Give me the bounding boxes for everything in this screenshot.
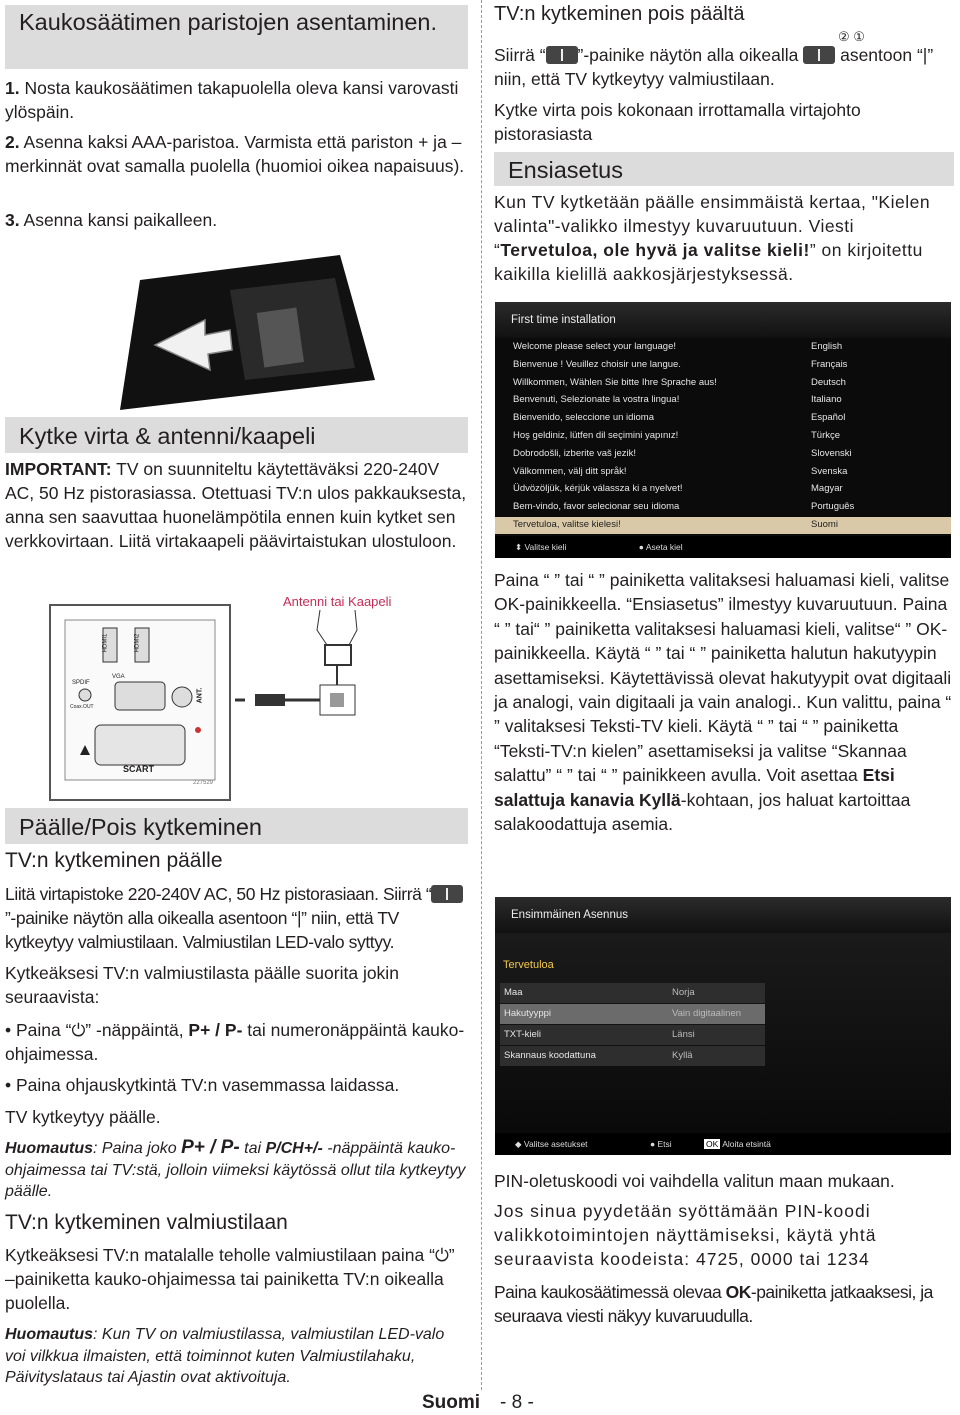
language-row[interactable] <box>495 517 951 534</box>
shot2-welcome: Tervetuloa <box>503 959 554 971</box>
footer-language: Suomi <box>422 1392 481 1413</box>
setting-label: Hakutyyppi <box>504 1008 551 1019</box>
power-switch-icon <box>546 46 578 64</box>
tv-on-paragraph-2: Kytkeäksesi TV:n valmiustilasta päälle suorita jokin seuraavista: <box>5 963 399 1007</box>
battery-step-1: 1. Nosta kaukosäätimen takapuolella oleva kansi varovasti ylöspäin. <box>5 78 459 122</box>
pin-paragraph-3: Paina kaukosäätimessä olevaa OK-painiketta jatkaaksesi, ja seuraava viesti näkyy kuvaruudulla. <box>494 1282 933 1326</box>
antenna-label: Antenni tai Kaapeli <box>283 594 392 609</box>
language-row[interactable] <box>495 375 951 392</box>
shot2-header: Ensimmäinen Asennus <box>495 897 951 933</box>
language-option: Magyar <box>811 483 843 495</box>
language-row[interactable] <box>495 357 951 374</box>
bullet-2: • Paina ohjauskytkintä TV:n vasemmassa laidassa. <box>5 1075 400 1095</box>
battery-section-title: Kaukosäätimen paristojen asentaminen. <box>5 5 468 69</box>
panel-code: 227529 <box>193 780 214 786</box>
language-option: Suomi <box>811 519 838 530</box>
language-selection-screenshot <box>495 302 951 558</box>
power-switch-icon <box>431 885 463 903</box>
language-option: Svenska <box>811 465 848 477</box>
shot2-footer: ◆ Valitse asetukset ● Etsi OK Aloita etsintä <box>495 1133 951 1155</box>
welcome-message: Tervetuloa, valitse kielesi! <box>513 519 621 530</box>
battery-step-3: 3. Asenna kansi paikalleen. <box>5 210 218 230</box>
language-row[interactable] <box>495 499 951 516</box>
language-option: Türkçe <box>811 430 841 441</box>
setting-label: Skannaus koodattuna <box>504 1050 596 1061</box>
power-section-title: Kytke virta & antenni/kaapeli <box>5 417 468 453</box>
setting-value: Norja <box>672 987 695 998</box>
welcome-message: Hoş geldiniz, lütfen dil seçimini yapınız! <box>513 430 679 441</box>
shot1-footer: ⬍ Valitse kieli ● Aseta kiel <box>495 536 951 558</box>
language-row[interactable] <box>495 428 951 445</box>
language-option: Slovenski <box>811 447 852 459</box>
setting-value: Kyllä <box>672 1050 693 1061</box>
welcome-message: Willkommen, Wählen Sie bitte Ihre Sprache aus! <box>513 376 717 388</box>
first-setup-title: Ensiasetus <box>494 152 954 186</box>
setting-value: Vain digitaalinen <box>672 1008 742 1019</box>
tv-on-result: TV kytkeytyy päälle. <box>5 1107 161 1127</box>
remote-battery-image <box>110 250 375 410</box>
language-option: Français <box>811 358 848 370</box>
welcome-message: Dobrodošli, izberite vaš jezik! <box>513 447 637 459</box>
language-row[interactable] <box>495 446 951 463</box>
setting-label: Maa <box>504 987 523 998</box>
setting-label: TXT-kieli <box>504 1029 541 1040</box>
pin-paragraph-1: PIN-oletuskoodi voi vaihdella valitun maan mukaan. <box>494 1171 895 1191</box>
note-2: Huomautus: Kun TV on valmiustilassa, valmiustilan LED-valo voi vilkkua ilmaisten, että toiminnot kuten Valmiustilahaku, Päivityslataus tai Ajastin ovat aktivoituja. <box>5 1326 445 1386</box>
setting-row[interactable] <box>500 1025 765 1045</box>
first-setup-paragraph: Kun TV kytketään päälle ensimmäistä kertaa, "Kielen valinta"-valikko ilmestyy kuvaruutuun. Viesti “Tervetuloa, ole hyvä ja valitse kieli!” on kirjoitettu kaikilla kielillä aakkosjärjestyksessä. <box>494 192 931 284</box>
setting-row[interactable] <box>500 1004 765 1024</box>
welcome-message: Welcome please select your language! <box>513 341 677 352</box>
bullet-1: • Paina “⏻” -näppäintä, P+ / P- tai numeronäppäintä kauko-ohjaimessa. <box>5 1020 465 1064</box>
important-note: IMPORTANT: TV on suunniteltu käytettäväksi 220-240V AC, 50 Hz pistorasiassa. Otettuasi TV:n ulos pakkauksesta, anna sen saavuttaa huonelämpötila ennen kuin kytket sen verkkovirtaan. Liitä virtakaapeli päävirtaistukan ulostuloon. <box>5 459 467 551</box>
pin-paragraph-2: Jos sinua pyydetään syöttämään PIN-koodi valikkotoimintojen näyttämiseksi, käytä yhtä seuraavista koodeista: 4725, 0000 tai 1234 <box>494 1201 877 1269</box>
language-option: Italiano <box>811 394 842 406</box>
page-number: - 8 - <box>500 1392 534 1413</box>
setting-value: Länsi <box>672 1029 695 1040</box>
setup-instructions-paragraph: Paina “ ” tai “ ” painiketta valitaksesi haluamasi kieli, valitse OK-painikkeella. “Ensiasetus” ilmestyy kuvaruutuun. Paina “ ” tai“ ” painiketta valitaksesi haluamasi kieli, valitse“ ” OK-painikkeella. Käytä “ ” tai “ ” painiketta halutun hakutyypin asettamiseksi. Käytettävissä olevat hakutyypit ovat digitaali ja analogi, vain digitaali ja vain analogi.. Kun valittu, paina “ ” valitaksesi Teksti-TV kieli. Käytä “ ” tai “ ” painiketta “Teksti-TV:n kielen” asettamiseksi ja valitse “Skannaa salattu” “ ” tai “ ” painikkeen avulla. Voit asettaa Etsi salattuja kanavia Kyllä-kohtaan, jos haluat kartoittaa salakoodattuja asemia. <box>494 570 952 835</box>
tv-off-paragraph-2: Kytke virta pois kokonaan irrottamalla virtajohto pistorasiasta <box>494 100 861 144</box>
language-row[interactable] <box>495 339 951 356</box>
welcome-message: Benvenuti, Selezionate la vostra lingua! <box>513 394 680 406</box>
tv-on-paragraph: Liitä virtapistoke 220-240V AC, 50 Hz pistorasiaan. Siirrä “”-painike näytön alla oikealla asentoon “|” niin, että TV kytkeytyy valmiustilaan. Valmiustilan LED-valo syttyy. <box>5 882 467 954</box>
welcome-message: Bienvenido, seleccione un idioma <box>513 412 655 424</box>
power-switch-icon <box>803 46 835 64</box>
language-row[interactable] <box>495 410 951 427</box>
language-option: English <box>811 341 843 352</box>
vga-label: VGA <box>112 674 125 680</box>
spdif-label: SPDIF <box>72 680 90 686</box>
connector-panel-diagram <box>45 590 425 810</box>
onoff-section-title: Päälle/Pois kytkeminen <box>5 808 468 844</box>
language-option: Português <box>811 501 855 513</box>
column-divider <box>481 0 483 1390</box>
tv-off-paragraph: Siirrä “ ”-painike näytön alla oikealla asentoon “|” niin, että TV kytkeytyy valmiustilaan. <box>494 45 934 89</box>
language-option: Deutsch <box>811 376 846 388</box>
power-icon: ⏻ <box>434 1245 449 1265</box>
note-1: Huomautus: Paina joko P+ / P- tai P/CH+/- -näppäintä kauko-ohjaimessa tai TV:stä, jolloin viimeksi käytössä ollut tila kytkeytyy päälle. <box>5 1137 466 1200</box>
language-row[interactable] <box>495 481 951 498</box>
scart-label: SCART <box>123 764 154 774</box>
battery-step-2: 2. Asenna kaksi AAA-paristoa. Varmista että pariston + ja – merkinnät ovat samalla puolella (huomioi oikea napaisuus). <box>5 132 465 176</box>
tv-standby-subtitle: TV:n kytkeminen valmiustilaan <box>5 1211 288 1234</box>
setting-row[interactable] <box>500 983 765 1003</box>
welcome-message: Bienvenue ! Veuillez choisir une langue. <box>513 358 681 370</box>
language-row[interactable] <box>495 464 951 481</box>
welcome-message: Välkommen, välj ditt språk! <box>513 465 627 477</box>
hdmi2-label: HDMI2 <box>134 633 141 653</box>
tv-off-subtitle: TV:n kytkeminen pois päältä <box>494 3 745 25</box>
shot1-header: First time installation <box>495 302 951 338</box>
tv-on-subtitle: TV:n kytkeminen päälle <box>5 849 223 872</box>
ant-label: ANT. <box>196 687 204 704</box>
coax-label: Coax.OUT <box>70 704 94 710</box>
first-installation-screenshot <box>495 897 951 1155</box>
hdmi1-label: HDMI1 <box>102 633 109 653</box>
welcome-message: Bem-vindo, favor selecionar seu idioma <box>513 501 680 513</box>
language-option: Español <box>811 412 846 424</box>
tv-standby-paragraph: Kytkeäksesi TV:n matalalle teholle valmiustilaan paina “⏻” –painiketta kauko-ohjaimessa tai painiketta TV:n oikealla puolella. <box>5 1245 455 1313</box>
language-row[interactable] <box>495 392 951 409</box>
setting-row[interactable] <box>500 1046 765 1066</box>
switch-position-marks: ② ① <box>838 29 865 44</box>
power-icon: ⏻ <box>71 1020 86 1040</box>
welcome-message: Üdvözöljük, kérjük válassza ki a nyelvet! <box>513 483 683 495</box>
